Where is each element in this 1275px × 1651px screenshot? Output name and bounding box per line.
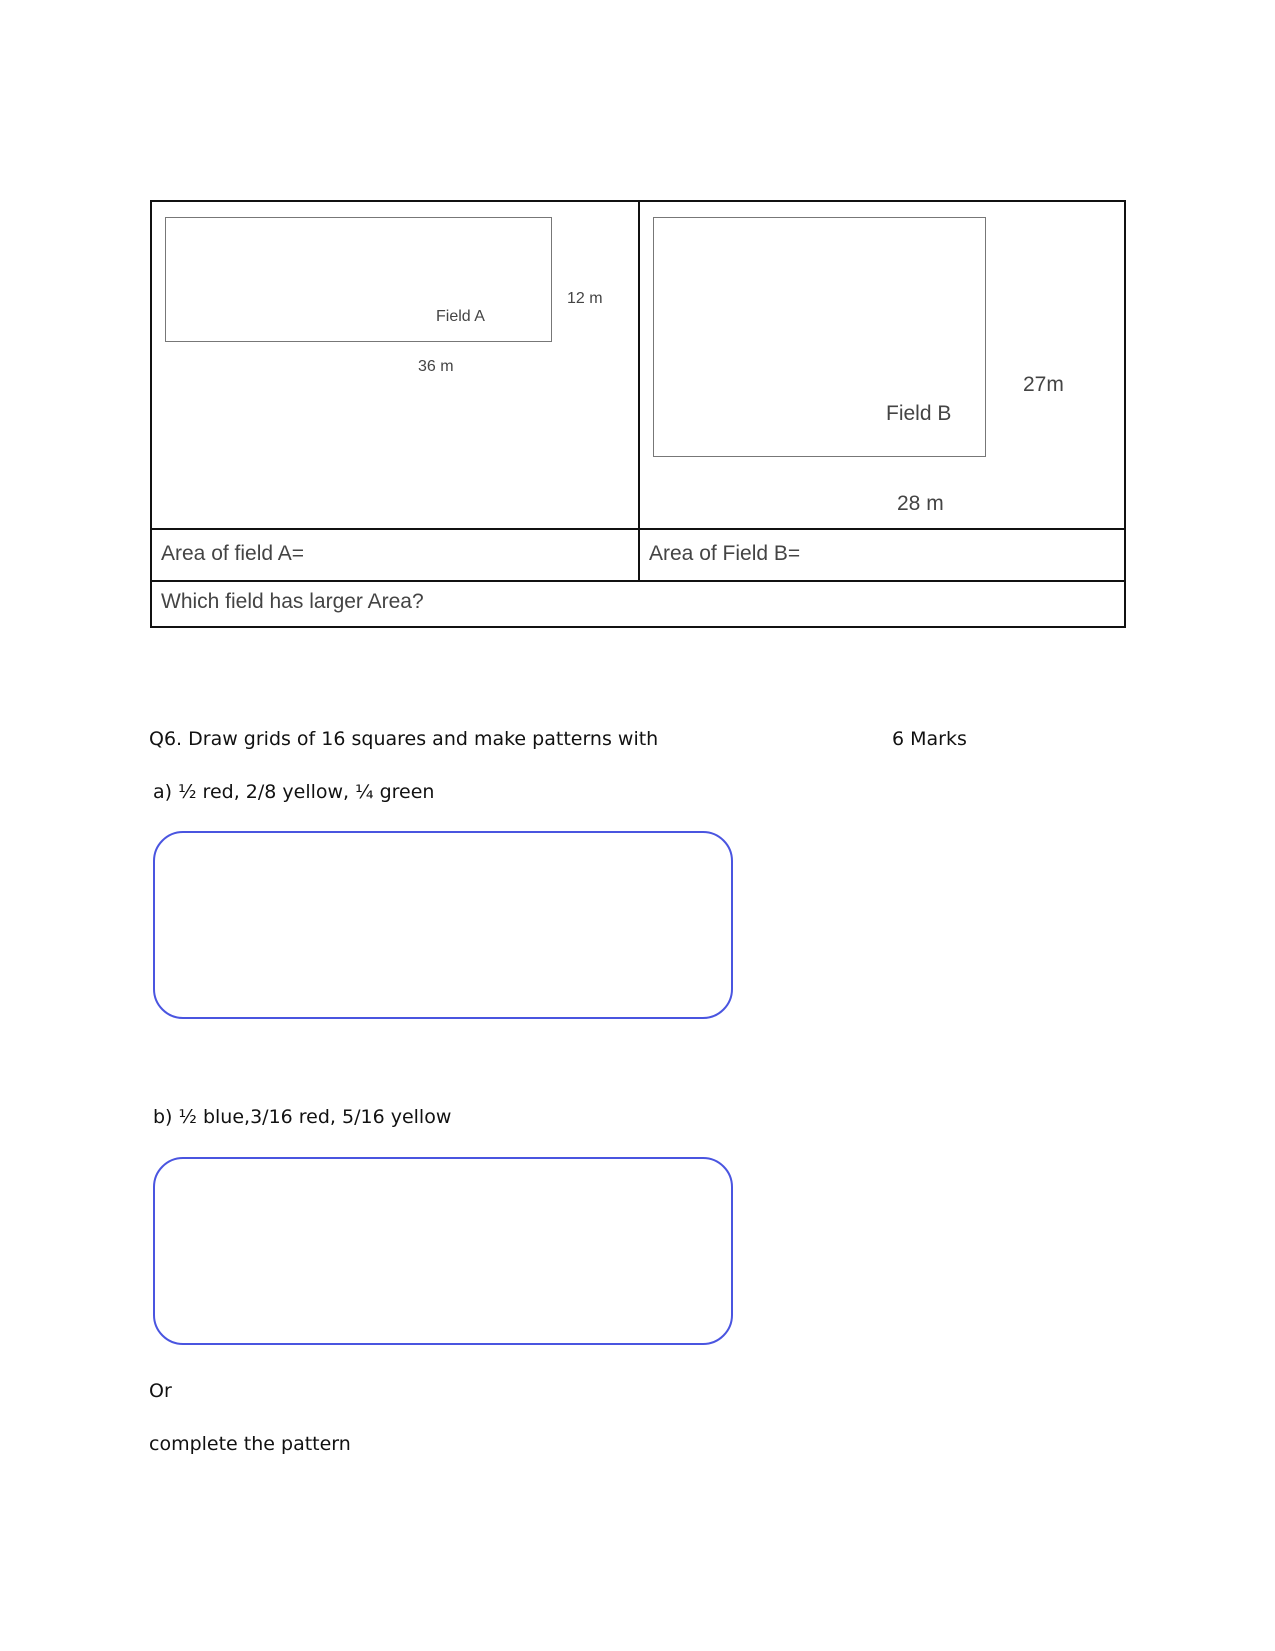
- part-a-answer-box[interactable]: [153, 831, 733, 1019]
- field-b-label: Field B: [886, 402, 952, 425]
- q6-part-a: a) ½ red, 2/8 yellow, ¼ green: [153, 781, 435, 803]
- q6-marks: 6 Marks: [892, 728, 967, 750]
- q6-title: Q6. Draw grids of 16 squares and make patterns with: [149, 728, 659, 750]
- compare-row: [152, 580, 1124, 626]
- compare-question: Which field has larger Area?: [161, 590, 424, 613]
- area-a-cell: [152, 530, 640, 580]
- part-b-answer-box[interactable]: [153, 1157, 733, 1345]
- area-b-prompt: Area of Field B=: [649, 542, 801, 565]
- field-b-length-label: 28 m: [897, 492, 944, 515]
- field-a-length-label: 36 m: [418, 358, 454, 375]
- area-a-prompt: Area of field A=: [161, 542, 305, 565]
- alt-instruction: complete the pattern: [149, 1433, 351, 1455]
- field-b-width-label: 27m: [1023, 373, 1064, 396]
- area-row: [152, 528, 1124, 582]
- q6-part-b: b) ½ blue,3/16 red, 5/16 yellow: [153, 1106, 452, 1128]
- field-a-rectangle: [165, 217, 552, 342]
- field-a-label: Field A: [436, 308, 485, 325]
- area-b-cell: [640, 530, 1124, 580]
- or-label: Or: [149, 1380, 172, 1402]
- field-a-width-label: 12 m: [567, 290, 603, 307]
- fields-table: [150, 200, 1126, 628]
- field-b-cell: [640, 202, 1126, 528]
- field-a-cell: [152, 202, 640, 528]
